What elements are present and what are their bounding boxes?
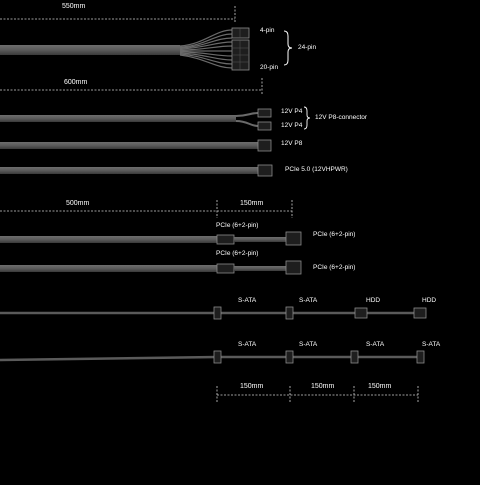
dimension-label-150-pcie: 150mm — [240, 200, 264, 207]
label-12v-p4-a: 12V P4 — [281, 108, 303, 115]
dimension-label-600: 600mm — [64, 79, 88, 86]
label-pcie-mid-b: PCIe (6+2-pin) — [216, 250, 259, 257]
dimension-label-150-b: 150mm — [311, 383, 335, 390]
sata-connector-5 — [351, 351, 358, 363]
label-pcie5: PCIe 5.0 (12VHPWR) — [285, 166, 348, 173]
pcie-mid-connector-a — [217, 235, 234, 244]
p4-connector-b — [258, 122, 271, 130]
dimension-label-550: 550mm — [62, 3, 86, 10]
12vhpwr-connector — [258, 165, 272, 176]
sata-connector-3 — [214, 351, 221, 363]
atx-4pin-connector — [232, 28, 249, 38]
label-sata-6: S-ATA — [422, 341, 441, 348]
label-sata-2: S-ATA — [299, 297, 318, 304]
hdd-connector-2 — [414, 308, 426, 318]
sata-connector-4 — [286, 351, 293, 363]
dimension-label-150-a: 150mm — [240, 383, 264, 390]
brace-p8 — [304, 107, 310, 129]
p4-connector-a — [258, 109, 271, 117]
dimension-label-500: 500mm — [66, 200, 90, 207]
label-sata-4: S-ATA — [299, 341, 318, 348]
label-4pin: 4-pin — [260, 27, 275, 34]
label-12v-p8: 12V P8 — [281, 140, 303, 147]
dimension-label-150-c: 150mm — [368, 383, 392, 390]
label-pcie-end-a: PCIe (6+2-pin) — [313, 231, 356, 238]
cpu-p8-cable — [0, 140, 271, 151]
label-sata-3: S-ATA — [238, 341, 257, 348]
label-12v-p4-b: 12V P4 — [281, 122, 303, 129]
pcie5-12vhpwr-cable — [0, 165, 272, 176]
cpu-p4p4-cable — [0, 107, 310, 130]
sata-connector-6 — [417, 351, 424, 363]
pcie-end-connector-b — [286, 261, 301, 274]
atx-24pin-cable — [0, 28, 292, 70]
pcie-end-connector-a — [286, 232, 301, 245]
pcie-mid-connector-b — [217, 264, 234, 273]
label-sata-1: S-ATA — [238, 297, 257, 304]
label-24pin: 24-pin — [298, 44, 317, 51]
sata-cable — [0, 351, 424, 363]
pcie-cable-a — [0, 232, 301, 245]
sata-connector-1 — [214, 307, 221, 319]
label-pcie-mid-a: PCIe (6+2-pin) — [216, 222, 259, 229]
label-sata-5: S-ATA — [366, 341, 385, 348]
p8-connector — [258, 140, 271, 151]
label-20pin: 20-pin — [260, 64, 279, 71]
label-hdd-2: HDD — [422, 297, 437, 304]
label-pcie-end-b: PCIe (6+2-pin) — [313, 264, 356, 271]
sata-connector-2 — [286, 307, 293, 319]
pcie-cable-b — [0, 261, 301, 274]
label-hdd-1: HDD — [366, 297, 381, 304]
hdd-connector-1 — [355, 308, 367, 318]
label-12v-p8-connector: 12V P8-connector — [315, 114, 368, 121]
brace-24pin — [284, 31, 292, 65]
sata-hdd-cable — [0, 307, 426, 319]
